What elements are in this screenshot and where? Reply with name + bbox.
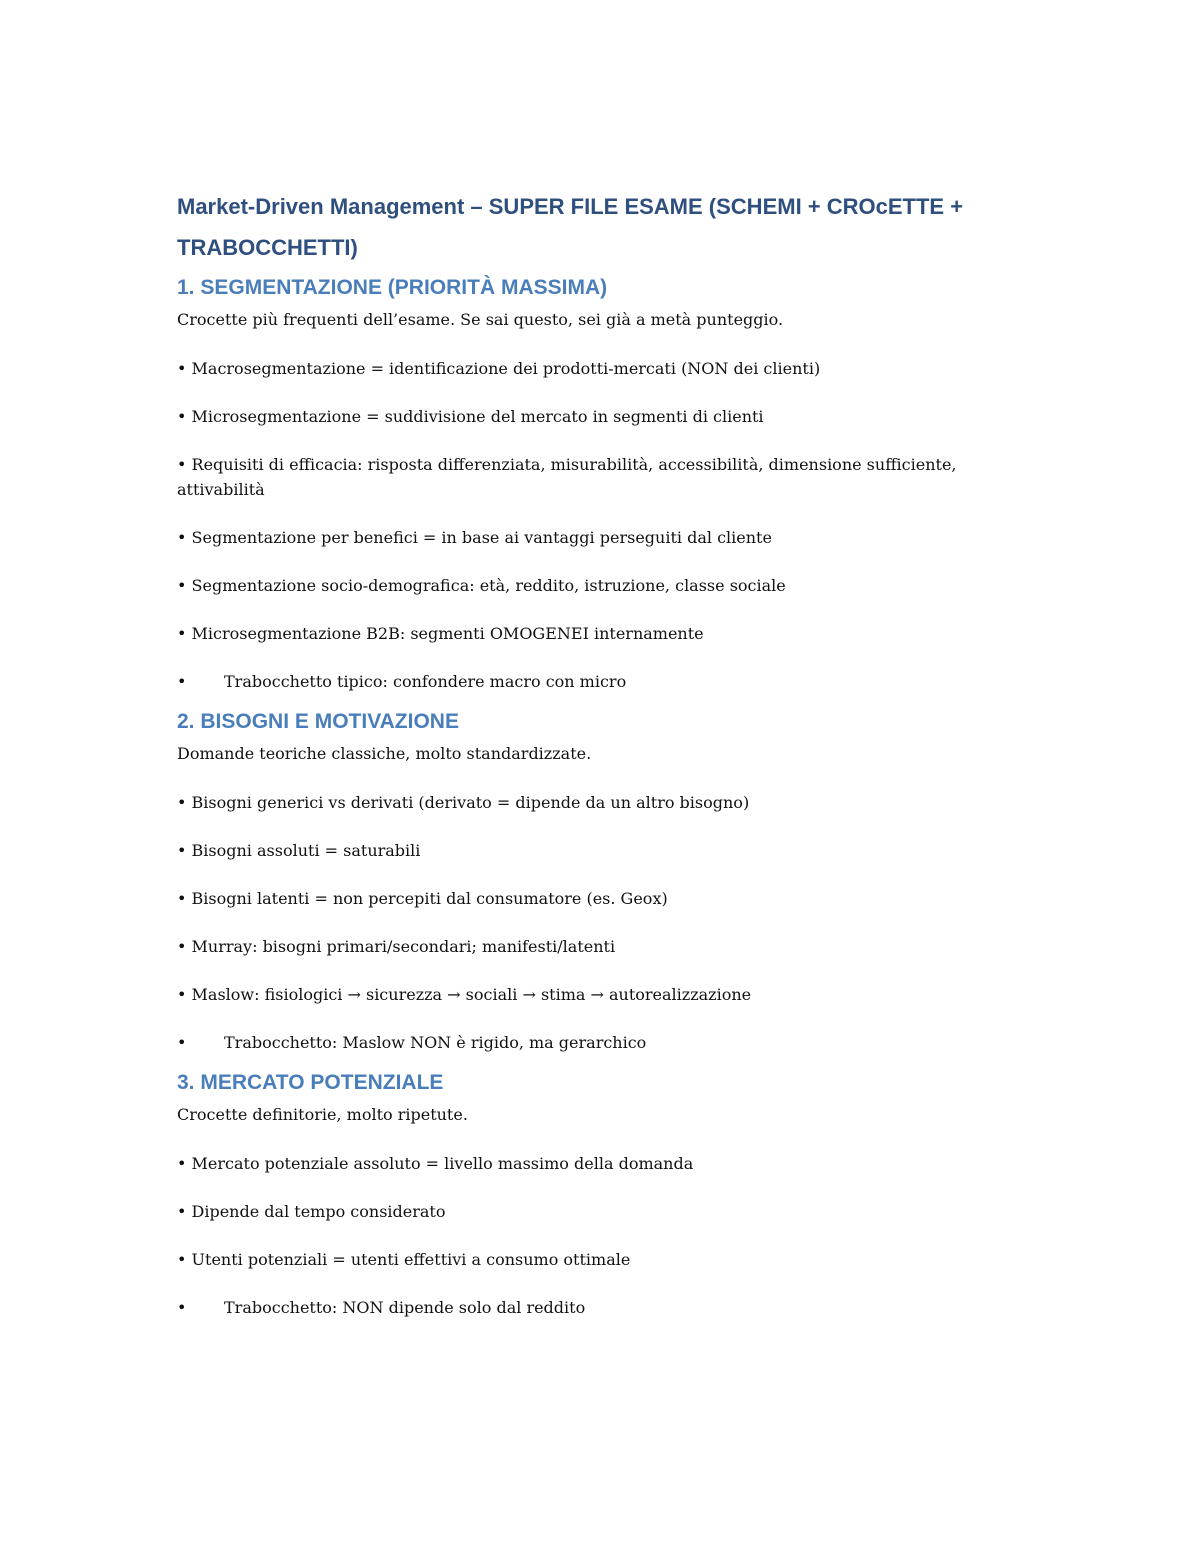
trap-item [177,1030,1027,1055]
list-item: • Maslow: fisiologici → sicurezza → sociali → stima → autorealizzazione [177,985,752,1004]
bullet-marker: • [177,1033,187,1052]
section-mercato-potenziale [177,1069,1027,1320]
section-heading: 2. BISOGNI E MOTIVAZIONE [177,710,459,733]
trap-text: Trabocchetto: Maslow NON è rigido, ma gerarchico [224,1033,647,1052]
list-item: • Bisogni generici vs derivati (derivato = dipende da un altro bisogno) [177,793,750,812]
trap-item [177,1295,1027,1320]
section-heading: 3. MERCATO POTENZIALE [177,1071,444,1094]
trap-text: Trabocchetto: NON dipende solo dal reddito [224,1298,586,1317]
list-item: • Segmentazione socio-demografica: età, reddito, istruzione, classe sociale [177,576,786,595]
list-item: • Macrosegmentazione = identificazione dei prodotti-mercati (NON dei clienti) [177,359,821,378]
list-item: • Utenti potenziali = utenti effettivi a consumo ottimale [177,1250,631,1269]
section-intro: Crocette definitorie, molto ripetute. [177,1105,468,1124]
list-item: • Requisiti di efficacia: risposta differenziata, misurabilità, accessibilità, dimensione sufficiente, attivabilità [177,455,957,499]
list-item: • Microsegmentazione B2B: segmenti OMOGENEI internamente [177,624,704,643]
section-intro: Domande teoriche classiche, molto standardizzate. [177,744,592,763]
document-body [177,186,1027,1334]
list-item: • Murray: bisogni primari/secondari; manifesti/latenti [177,937,616,956]
bullet-marker: • [177,1298,187,1317]
section-intro: Crocette più frequenti dell’esame. Se sai questo, sei già a metà punteggio. [177,310,784,329]
section-heading: 1. SEGMENTAZIONE (PRIORITÀ MASSIMA) [177,276,608,299]
bullet-marker: • [177,672,187,691]
trap-item [177,669,1027,694]
list-item: • Segmentazione per benefici = in base ai vantaggi perseguiti dal cliente [177,528,772,547]
list-item: • Bisogni latenti = non percepiti dal consumatore (es. Geox) [177,889,668,908]
list-item: • Bisogni assoluti = saturabili [177,841,421,860]
list-item: • Microsegmentazione = suddivisione del mercato in segmenti di clienti [177,407,764,426]
section-bisogni [177,708,1027,1055]
document-title: Market-Driven Management – SUPER FILE ESAME (SCHEMI + CROcETTE + TRABOCCHETTI) [177,194,964,260]
section-segmentazione [177,274,1027,694]
list-item: • Dipende dal tempo considerato [177,1202,446,1221]
list-item: • Mercato potenziale assoluto = livello massimo della domanda [177,1154,694,1173]
trap-text: Trabocchetto tipico: confondere macro con micro [224,672,627,691]
